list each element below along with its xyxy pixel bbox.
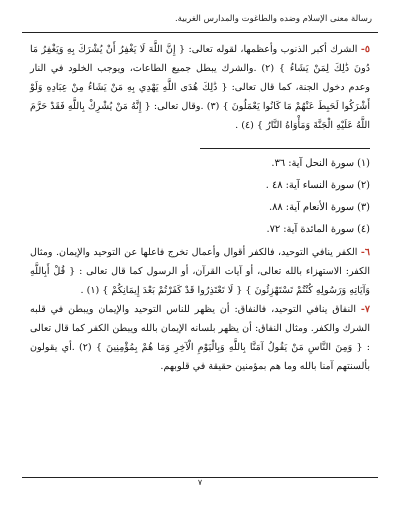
- spacer: [30, 135, 370, 145]
- header-rule: [22, 32, 378, 33]
- footnote: (١) سورة النحل آية: ٣٦.: [271, 158, 370, 169]
- footnote: (٤) سورة المائدة آية: ٧٢.: [266, 224, 370, 235]
- paragraph-5: [30, 40, 370, 135]
- running-header: رسالة معنى الإسلام وضده والطاغوت والمدارس الغربية.: [174, 14, 372, 24]
- paragraph-number: ٧-: [360, 304, 370, 315]
- paragraph-text: الكفر ينافي التوحيد، فالكفر أقوال وأعمال تخرج فاعلها عن التوحيد والإيمان. ومثال الكفر: الاستهزاء بالله تعالى، أو آيات القرآن، أو الرسول كما قال تعالى : { قُلْ أَبِاللَّهِ وَآيَاتِهِ وَرَسُولِهِ كُنْتُمْ تَسْتَهْزِئُونَ } { لَا تَعْتَذِرُوا قَدْ كَفَرْتُمْ بَعْدَ إِيمَانِكُمْ } (١) .: [30, 247, 370, 296]
- paragraph-7: [30, 300, 370, 376]
- paragraph-6: [30, 243, 370, 300]
- page-body: [30, 40, 370, 376]
- paragraph-text: الشرك أكبر الذنوب وأعظمها، لقوله تعالى: { إِنَّ اللَّهَ لَا يَغْفِرُ أَنْ يُشْرَكَ بِهِ وَيَغْفِرُ مَا دُونَ ذَٰلِكَ لِمَنْ يَشَاءُ } (٢) .والشرك يبطل جميع الطاعات، ويوجب الخلود في النار وعدم دخول الجنة، كما قال تعالى: { ذَٰلِكَ هُدَى اللَّهِ يَهْدِي بِهِ مَنْ يَشَاءُ مِنْ عِبَادِهِ وَلَوْ أَشْرَكُوا لَحَبِطَ عَنْهُمْ مَا كَانُوا يَعْمَلُونَ } (٣) .وقال تعالى: { إِنَّهُ مَنْ يُشْرِكْ بِاللَّهِ فَقَدْ حَرَّمَ اللَّهُ عَلَيْهِ الْجَنَّةَ وَمَأْوَاهُ النَّارُ } (٤) .: [30, 44, 370, 131]
- footnote: (٢) سورة النساء آية: ٤٨ .: [265, 180, 370, 191]
- paragraph-text: النفاق ينافي التوحيد، فالنفاق: أن يظهر للناس التوحيد والإيمان ويبطن في قلبه الشرك والكفر. ومثال النفاق: أن يظهر بلسانه الإيمان بالله ويبطن الكفر كما قال تعالى : { وَمِنَ النَّاسِ مَنْ يَقُولُ آمَنَّا بِاللَّهِ وَبِالْيَوْمِ الْآخِرِ وَمَا هُمْ بِمُؤْمِنِينَ } (٢) .أي يقولون بألسنتهم آمنا بالله وما هم بمؤمنين حقيقة في قلوبهم.: [30, 304, 370, 372]
- paragraph-number: ٥-: [360, 44, 370, 55]
- paragraph-number: ٦-: [360, 247, 370, 258]
- footnote-separator: [200, 148, 370, 149]
- page-number: ٧: [197, 478, 203, 487]
- footnote: (٣) سورة الأنعام آية: ٨٨.: [269, 202, 370, 213]
